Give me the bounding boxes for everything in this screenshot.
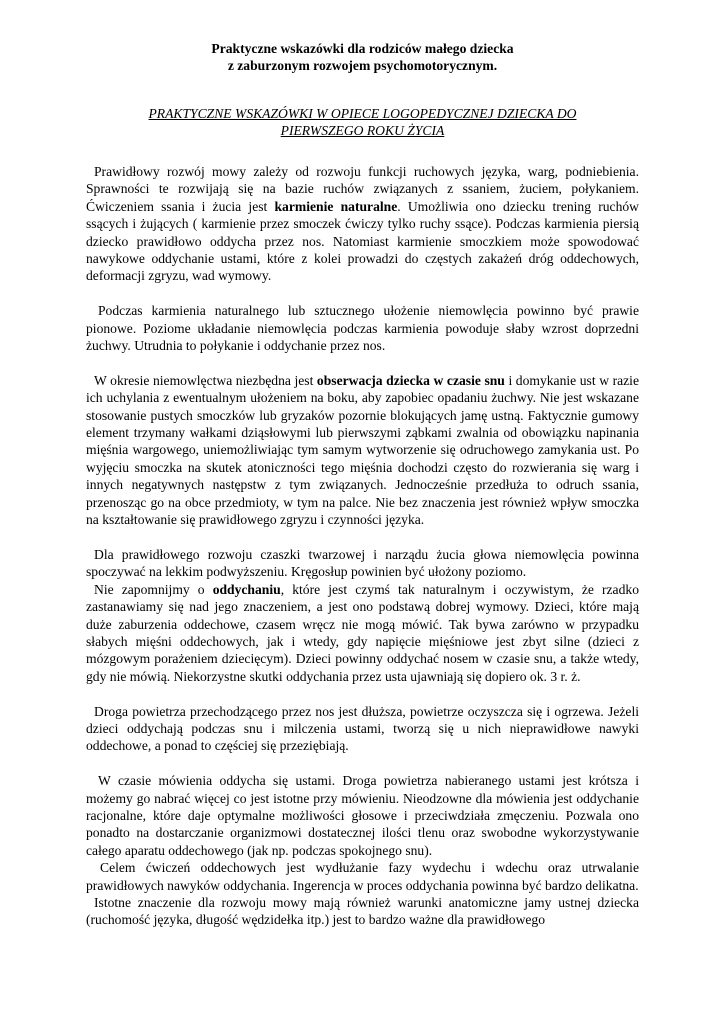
paragraph-text: . Umożliwia ono dziecku trening ruchów ssących i żujących ( karmienie przez smoczek ćwiczy tylko ruchy ssące). Podczas karmienia piersią dziecko prawidłowo oddycha przez nos. Natomiast karmienie smoczkiem może spowodować nawykowe oddychanie ustami, które z kolei prowadzi do częstych zakażeń dróg oddechowych, deformacji zgryzu, wad wymowy. <box>86 198 639 284</box>
paragraph-feeding <box>86 163 639 285</box>
section-heading <box>86 105 639 139</box>
paragraph-feeding-position: Podczas karmienia naturalnego lub sztucznego ułożenie niemowlęcia powinno być prawie pionowe. Poziome układanie niemowlęcia podczas karmienia powoduje słaby wzrost doprzedni żuchwy. Utrudnia to połykanie i oddychanie przez nos. <box>86 303 639 354</box>
paragraph-text: i domykanie ust w razie ich uchylania z ewentualnym ułożeniem na boku, aby zapobiec opadaniu żuchwy. Nie jest wskazane stosowanie pustych smoczków lub gryzaków pozornie blokujących jamę ustną. Faktycznie gumowy element trzymany wałkami dziąsłowymi lub pierwszymi ząbkami zwalnia od obowiązku napinania mięśnia wargowego, uniemożliwiając tym samym wytworzenie się odruchowego zamykania ust. Po wyjęciu smoczka na skutek atoniczności tego mięśnia dochodzi często do rozwierania się warg i innych negatywnych następstw z tym związanych. Jednocześnie przedłuża to odruch ssania, przenosząc go na obce przedmioty, w tym na palce. Nie bez znaczenia jest również wpływ smoczka na kształtowanie się prawidłowego zgryzu i czynności języka. <box>86 372 639 528</box>
paragraph-text: , które jest czymś tak naturalnym i oczywistym, że rzadko zastanawiamy się nad jego znaczeniem, a jest ono podstawą dobrej wymowy. Dzieci, które mają duże zaburzenia oddechowe, czasem wręcz nie mogą mówić. Tak bywa zarówno w przypadku słabych mięśni oddechowych, jak i wtedy, gdy napięcie mięśniowe jest zbyt silne (dzieci z mózgowym porażeniem dziecięcym). Dzieci powinny oddychać nosem w czasie snu, a także wtedy, gdy nie mówią. Niekorzystne skutki oddychania przez usta ujawniają się dopiero ok. 3 r. ż. <box>86 581 639 684</box>
section-heading-line-1: PRAKTYCZNE WSKAZÓWKI W OPIECE LOGOPEDYCZNEJ DZIECKA DO <box>148 106 577 121</box>
paragraph-text: W okresie niemowlęctwa niezbędna jest <box>94 372 317 388</box>
paragraph-anatomy: Istotne znaczenie dla rozwoju mowy mają również warunki anatomiczne jamy ustnej dziecka (ruchomość języka, długość wędzidełka itp.) jest to bardzo ważne dla prawidłowego <box>86 894 639 928</box>
paragraph-nasal-airway: Droga powietrza przechodzącego przez nos jest dłuższa, powietrze oczyszcza się i ogrzewa. Jeżeli dzieci oddychają podczas snu i milczenia ustami, tworzą się u nich nieprawidłowe nawyki oddechowe, a ponad to częściej się przeziębiają. <box>86 703 639 754</box>
paragraph-head-position: Dla prawidłowego rozwoju czaszki twarzowej i narządu żucia głowa niemowlęcia powinna spoczywać na lekkim podwyższeniu. Kręgosłup powinien być ułożony poziomo. <box>86 546 639 580</box>
emphasis-sleep-observation: obserwacja dziecka w czasie snu <box>316 372 505 388</box>
paragraph-speech-breathing: W czasie mówienia oddycha się ustami. Droga powietrza nabieranego ustami jest krótsza i możemy go nabrać więcej co jest istotne przy mówieniu. Nieodzowne dla mówienia jest oddychanie racjonalne, które daje optymalne możliwości głosowe i przeciwdziała zmęczeniu. Pozwala ono ponadto na dostarczanie organizmowi dostatecznej ilości tlenu oraz swobodne wykorzystywanie całego aparatu oddechowego (jak np. podczas spokojnego snu). <box>86 773 639 858</box>
emphasis-breathing: oddychaniu <box>212 581 281 597</box>
document-title <box>86 40 639 74</box>
paragraph-breathing <box>86 581 639 685</box>
paragraph-sleep-observation <box>86 372 639 529</box>
paragraph-text: Prawidłowy rozwój mowy zależy od rozwoju funkcji ruchowych języka, warg, podniebienia. Sprawności te rozwijają się na bazie ruchów związanych z ssaniem, żuciem, połykaniem. Ćwiczeniem ssania i żucia jest <box>86 164 639 214</box>
title-line-2: z zaburzonym rozwojem psychomotorycznym. <box>227 58 498 73</box>
title-line-1: Praktyczne wskazówki dla rodziców małego dziecka <box>211 41 514 56</box>
paragraph-breathing-exercises: Celem ćwiczeń oddechowych jest wydłużanie fazy wydechu i wdechu oraz utrwalanie prawidłowych nawyków oddychania. Ingerencja w proces oddychania powinna być bardzo delikatna. <box>86 860 639 893</box>
emphasis-natural-feeding: karmienie naturalne <box>274 198 398 214</box>
paragraph-text: Nie zapomnijmy o <box>94 581 213 597</box>
section-heading-line-2: PIERWSZEGO ROKU ŻYCIA <box>280 123 445 138</box>
